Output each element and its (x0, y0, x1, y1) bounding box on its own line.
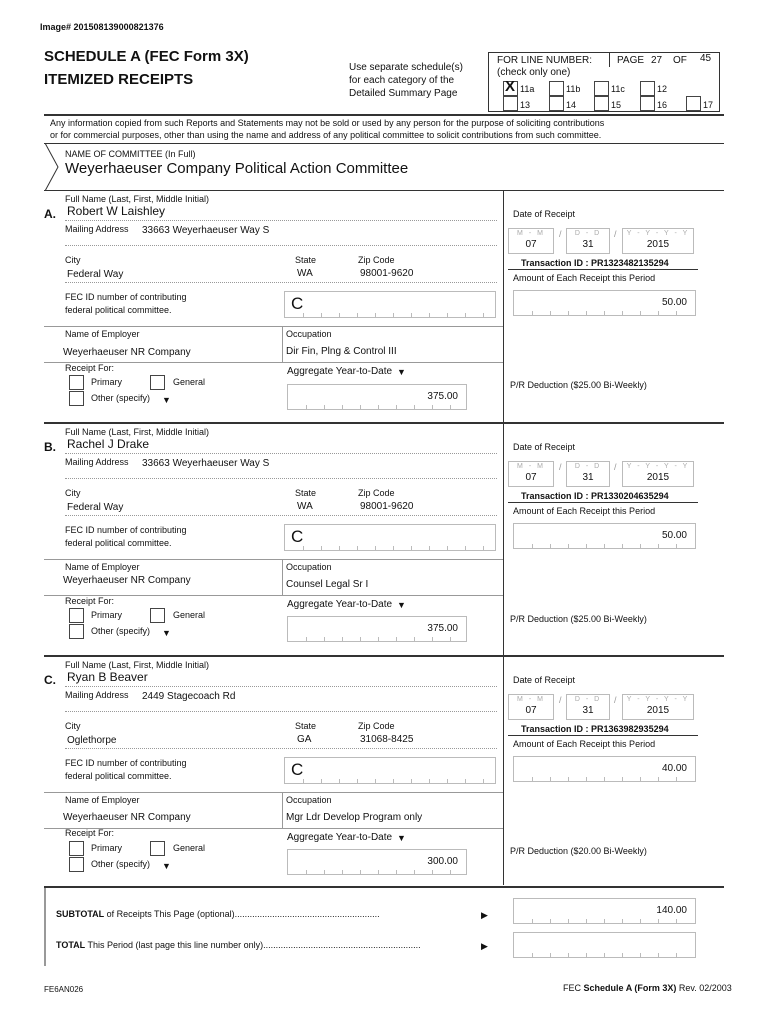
total-arrow-icon: ▶ (481, 941, 488, 951)
full-name-label: Full Name (Last, First, Middle Initial) (65, 194, 210, 204)
state-label: State (295, 488, 317, 498)
image-id: Image# 201508139000821376 (40, 22, 164, 32)
city-value: Federal Way (67, 269, 124, 280)
field-tick-mark (532, 777, 533, 781)
date-day: 31 (582, 239, 594, 250)
field-tick-mark (396, 870, 397, 874)
line-13-label: 13 (520, 100, 531, 110)
field-tick-mark (324, 637, 325, 641)
field-tick-mark (429, 313, 430, 317)
aggregate-value: 300.00 (427, 856, 458, 867)
other-checkbox[interactable] (69, 857, 84, 872)
date-month: 07 (525, 472, 537, 483)
field-tick-mark (586, 919, 587, 923)
field-tick-mark (604, 777, 605, 781)
field-tick-mark (532, 953, 533, 957)
general-checkbox[interactable] (150, 841, 165, 856)
date-day-field[interactable]: D - D 31 (566, 461, 610, 487)
date-month: 07 (525, 239, 537, 250)
field-tick-mark (411, 313, 412, 317)
fec-id-label-2: federal political committee. (65, 305, 172, 315)
field-tick-mark (676, 953, 677, 957)
mailing-address: 33663 Weyerhaeuser Way S (142, 458, 270, 469)
employer-value: Weyerhaeuser NR Company (63, 575, 191, 586)
date-year: 2015 (646, 239, 670, 250)
field-tick-mark (393, 779, 394, 783)
field-tick-mark (465, 779, 466, 783)
state-value: WA (297, 268, 313, 279)
field-tick-mark (429, 779, 430, 783)
field-tick-mark (414, 870, 415, 874)
zip-label: Zip Code (358, 721, 395, 731)
field-tick-mark (321, 546, 322, 550)
occupation-value: Counsel Legal Sr I (286, 579, 369, 590)
field-tick-mark (357, 313, 358, 317)
field-tick-mark (342, 405, 343, 409)
field-tick-mark (375, 779, 376, 783)
occupation-label: Occupation (286, 329, 332, 339)
total-label: TOTAL This Period (last page this line number only)............................................................... (56, 940, 421, 950)
field-tick-mark (375, 313, 376, 317)
field-tick-mark (342, 870, 343, 874)
line-11a-label: 11a (520, 84, 535, 94)
aggregate-field[interactable] (287, 384, 467, 410)
primary-checkbox[interactable] (69, 608, 84, 623)
aggregate-label: Aggregate Year-to-Date (287, 366, 393, 377)
date-day: 31 (582, 472, 594, 483)
zip-value: 98001-9620 (360, 501, 414, 512)
fec-id-field[interactable] (284, 757, 496, 784)
field-tick-mark (676, 311, 677, 315)
field-tick-mark (676, 777, 677, 781)
field-tick-mark (357, 779, 358, 783)
receipt-for-label: Receipt For: (65, 828, 115, 838)
dropdown-arrow-icon: ▼ (162, 628, 171, 638)
line-11b-label: 11b (566, 84, 581, 94)
subtotal-field[interactable] (513, 898, 696, 924)
field-tick-mark (658, 777, 659, 781)
line-16-checkbox[interactable] (640, 96, 655, 111)
other-checkbox[interactable] (69, 624, 84, 639)
date-year-field[interactable]: Y - Y - Y - Y 2015 (622, 228, 694, 254)
date-month-field[interactable]: M - M 07 (508, 461, 554, 487)
zip-value: 31068-8425 (360, 734, 414, 745)
transaction-id: Transaction ID : PR1323482135294 (521, 258, 669, 268)
field-tick-mark (622, 919, 623, 923)
itemized-receipts-title: ITEMIZED RECEIPTS (44, 71, 194, 88)
field-tick-mark (465, 546, 466, 550)
field-tick-mark (306, 637, 307, 641)
employer-value: Weyerhaeuser NR Company (63, 347, 191, 358)
amount-label: Amount of Each Receipt this Period (513, 506, 656, 516)
date-year: 2015 (646, 472, 670, 483)
zip-label: Zip Code (358, 255, 395, 265)
mailing-address: 2449 Stagecoach Rd (142, 691, 236, 702)
field-tick-mark (658, 311, 659, 315)
contributor-name: Robert W Laishley (67, 204, 166, 218)
field-tick-mark (324, 405, 325, 409)
field-tick-mark (342, 637, 343, 641)
field-tick-mark (658, 953, 659, 957)
employer-label: Name of Employer (65, 329, 140, 339)
field-tick-mark (586, 311, 587, 315)
schedule-title: SCHEDULE A (FEC Form 3X) (44, 48, 249, 65)
city-label: City (65, 255, 81, 265)
field-tick-mark (532, 311, 533, 315)
mailing-address-label: Mailing Address (65, 457, 129, 467)
line-11c-label: 11c (611, 84, 625, 94)
mailing-address-label: Mailing Address (65, 224, 129, 234)
field-tick-mark (532, 919, 533, 923)
aggregate-field[interactable] (287, 616, 467, 642)
occupation-value: Dir Fin, Plng & Control III (286, 346, 397, 357)
date-of-receipt-label: Date of Receipt (513, 675, 576, 685)
for-line-number-label: FOR LINE NUMBER: (497, 55, 593, 66)
memo-text: P/R Deduction ($25.00 Bi-Weekly) (510, 380, 647, 390)
field-tick-mark (432, 405, 433, 409)
field-tick-mark (303, 779, 304, 783)
field-tick-mark (676, 919, 677, 923)
field-tick-mark (306, 870, 307, 874)
field-tick-mark (604, 544, 605, 548)
employer-value: Weyerhaeuser NR Company (63, 812, 191, 823)
field-tick-mark (393, 546, 394, 550)
field-tick-mark (447, 546, 448, 550)
subtotal-value: 140.00 (656, 905, 687, 916)
detailed-summary-text: Detailed Summary Page (349, 88, 458, 99)
fec-id-label-1: FEC ID number of contributing (65, 292, 187, 302)
occupation-label: Occupation (286, 795, 332, 805)
committee-label: NAME OF COMMITTEE (In Full) (65, 149, 196, 159)
fec-id-prefix: C (291, 294, 304, 313)
line-11b-checkbox[interactable] (549, 81, 564, 96)
date-of-receipt-label: Date of Receipt (513, 209, 576, 219)
date-day-field[interactable]: D - D 31 (566, 694, 610, 720)
aggregate-value: 375.00 (427, 623, 458, 634)
field-tick-mark (604, 953, 605, 957)
field-tick-mark (411, 779, 412, 783)
field-tick-mark (604, 311, 605, 315)
field-tick-mark (550, 777, 551, 781)
amount-value: 50.00 (661, 297, 687, 308)
other-checkbox[interactable] (69, 391, 84, 406)
full-name-label: Full Name (Last, First, Middle Initial) (65, 427, 210, 437)
field-tick-mark (393, 313, 394, 317)
field-tick-mark (303, 546, 304, 550)
field-tick-mark (640, 544, 641, 548)
field-tick-mark (532, 544, 533, 548)
field-tick-mark (568, 919, 569, 923)
field-tick-mark (483, 313, 484, 317)
line-14-checkbox[interactable] (549, 96, 564, 111)
entry-letter: A. (44, 207, 56, 221)
field-tick-mark (360, 637, 361, 641)
fec-id-label-2: federal political committee. (65, 538, 172, 548)
field-tick-mark (432, 637, 433, 641)
general-checkbox[interactable] (150, 375, 165, 390)
city-label: City (65, 488, 81, 498)
amount-field[interactable] (513, 523, 696, 549)
zip-label: Zip Code (358, 488, 395, 498)
aggregate-label: Aggregate Year-to-Date (287, 599, 393, 610)
primary-label: Primary (91, 843, 122, 853)
subtotal-arrow-icon: ▶ (481, 910, 488, 920)
amount-value: 40.00 (661, 763, 687, 774)
line-14-label: 14 (566, 100, 577, 110)
zip-value: 98001-9620 (360, 268, 414, 279)
aggregate-label: Aggregate Year-to-Date (287, 832, 393, 843)
subtotal-label: SUBTOTAL of Receipts This Page (optional).......................................................... (56, 909, 380, 919)
fec-id-prefix: C (291, 760, 304, 779)
line-11c-checkbox[interactable] (594, 81, 609, 96)
field-tick-mark (622, 953, 623, 957)
general-label: General (173, 610, 206, 620)
line-17-label: 17 (703, 100, 714, 110)
aggregate-arrow-icon: ▼ (397, 600, 406, 610)
field-tick-mark (483, 546, 484, 550)
line-13-checkbox[interactable] (503, 96, 518, 111)
amount-label: Amount of Each Receipt this Period (513, 273, 656, 283)
date-month: 07 (525, 705, 537, 716)
page-label: PAGE (617, 55, 645, 66)
use-separate-text: Use separate schedule(s) (349, 62, 463, 73)
field-tick-mark (622, 544, 623, 548)
fec-id-label-1: FEC ID number of contributing (65, 758, 187, 768)
city-value: Oglethorpe (67, 735, 117, 746)
date-day-field[interactable]: D - D 31 (566, 228, 610, 254)
line-12-checkbox[interactable] (640, 81, 655, 96)
general-label: General (173, 377, 206, 387)
amount-field[interactable] (513, 756, 696, 782)
contributor-name: Ryan B Beaver (67, 670, 148, 684)
disclaimer-line-1: Any information copied from such Reports and Statements may not be sold or used by any person for the purpose of soliciting contributions (50, 118, 605, 128)
occupation-label: Occupation (286, 562, 332, 572)
primary-label: Primary (91, 610, 122, 620)
general-checkbox[interactable] (150, 608, 165, 623)
field-tick-mark (324, 870, 325, 874)
state-label: State (295, 721, 317, 731)
field-tick-mark (550, 953, 551, 957)
totals-bracket (44, 886, 62, 966)
field-tick-mark (640, 919, 641, 923)
city-value: Federal Way (67, 502, 124, 513)
field-tick-mark (321, 779, 322, 783)
field-tick-mark (357, 546, 358, 550)
contributor-name: Rachel J Drake (67, 437, 150, 451)
fec-id-label-2: federal political committee. (65, 771, 172, 781)
line-15-label: 15 (611, 100, 622, 110)
field-tick-mark (676, 544, 677, 548)
field-tick-mark (306, 405, 307, 409)
form-code: FE6AN026 (44, 985, 84, 994)
field-tick-mark (303, 313, 304, 317)
employer-label: Name of Employer (65, 795, 140, 805)
field-tick-mark (414, 405, 415, 409)
primary-checkbox[interactable] (69, 375, 84, 390)
amount-field[interactable] (513, 290, 696, 316)
field-tick-mark (396, 405, 397, 409)
line-12-label: 12 (657, 84, 668, 94)
field-tick-mark (640, 953, 641, 957)
committee-arrow (44, 143, 62, 191)
date-month-field[interactable]: M - M 07 (508, 694, 554, 720)
date-of-receipt-label: Date of Receipt (513, 442, 576, 452)
fec-id-field[interactable] (284, 291, 496, 318)
memo-text: P/R Deduction ($25.00 Bi-Weekly) (510, 614, 647, 624)
field-tick-mark (568, 544, 569, 548)
transaction-id: Transaction ID : PR1330204635294 (521, 491, 669, 501)
field-tick-mark (658, 544, 659, 548)
receipt-for-label: Receipt For: (65, 596, 115, 606)
amount-value: 50.00 (661, 530, 687, 541)
employer-label: Name of Employer (65, 562, 140, 572)
line-11a-check-mark: X (505, 78, 516, 95)
mailing-address: 33663 Weyerhaeuser Way S (142, 225, 270, 236)
field-tick-mark (483, 779, 484, 783)
field-tick-mark (375, 546, 376, 550)
aggregate-value: 375.00 (427, 391, 458, 402)
field-tick-mark (339, 313, 340, 317)
field-tick-mark (411, 546, 412, 550)
field-tick-mark (604, 919, 605, 923)
entry-letter: B. (44, 440, 56, 454)
mailing-address-label: Mailing Address (65, 690, 129, 700)
date-month-field[interactable]: M - M 07 (508, 228, 554, 254)
field-tick-mark (622, 777, 623, 781)
memo-text: P/R Deduction ($20.00 Bi-Weekly) (510, 846, 647, 856)
field-tick-mark (360, 870, 361, 874)
field-tick-mark (658, 919, 659, 923)
aggregate-arrow-icon: ▼ (397, 833, 406, 843)
field-tick-mark (360, 405, 361, 409)
for-each-text: for each category of the (349, 75, 455, 86)
field-tick-mark (586, 544, 587, 548)
check-only-one-label: (check only one) (497, 67, 571, 78)
field-tick-mark (586, 777, 587, 781)
other-specify-label: Other (specify) (91, 626, 151, 636)
receipt-for-label: Receipt For: (65, 363, 115, 373)
fec-id-prefix: C (291, 527, 304, 546)
field-tick-mark (378, 405, 379, 409)
date-year-field[interactable]: Y - Y - Y - Y 2015 (622, 694, 694, 720)
date-year-field[interactable]: Y - Y - Y - Y 2015 (622, 461, 694, 487)
primary-label: Primary (91, 377, 122, 387)
amount-label: Amount of Each Receipt this Period (513, 739, 656, 749)
field-tick-mark (450, 870, 451, 874)
footer-form-name: FEC Schedule A (Form 3X) Rev. 02/2003 (563, 983, 732, 993)
date-day: 31 (582, 705, 594, 716)
transaction-id: Transaction ID : PR1363982935294 (521, 724, 669, 734)
field-tick-mark (622, 311, 623, 315)
fec-id-field[interactable] (284, 524, 496, 551)
field-tick-mark (568, 777, 569, 781)
other-specify-label: Other (specify) (91, 859, 151, 869)
state-label: State (295, 255, 317, 265)
other-specify-label: Other (specify) (91, 393, 151, 403)
field-tick-mark (450, 405, 451, 409)
field-tick-mark (429, 546, 430, 550)
committee-name: Weyerhaeuser Company Political Action Committee (65, 160, 409, 177)
field-tick-mark (640, 311, 641, 315)
dropdown-arrow-icon: ▼ (162, 861, 171, 871)
line-17-checkbox[interactable] (686, 96, 701, 111)
date-year: 2015 (646, 705, 670, 716)
field-tick-mark (550, 544, 551, 548)
field-tick-mark (465, 313, 466, 317)
field-tick-mark (568, 311, 569, 315)
aggregate-field[interactable] (287, 849, 467, 875)
field-tick-mark (321, 313, 322, 317)
page-number: 27 (651, 55, 663, 66)
aggregate-arrow-icon: ▼ (397, 367, 406, 377)
field-tick-mark (414, 637, 415, 641)
field-tick-mark (339, 546, 340, 550)
field-tick-mark (432, 870, 433, 874)
fec-id-label-1: FEC ID number of contributing (65, 525, 187, 535)
field-tick-mark (450, 637, 451, 641)
field-tick-mark (550, 919, 551, 923)
occupation-value: Mgr Ldr Develop Program only (286, 812, 423, 823)
page-total: 45 (700, 53, 712, 64)
field-tick-mark (550, 311, 551, 315)
field-tick-mark (396, 637, 397, 641)
general-label: General (173, 843, 206, 853)
entry-letter: C. (44, 673, 56, 687)
of-label: OF (673, 55, 687, 66)
field-tick-mark (640, 777, 641, 781)
city-label: City (65, 721, 81, 731)
primary-checkbox[interactable] (69, 841, 84, 856)
line-15-checkbox[interactable] (594, 96, 609, 111)
field-tick-mark (447, 779, 448, 783)
line-16-label: 16 (657, 100, 668, 110)
field-tick-mark (378, 637, 379, 641)
field-tick-mark (339, 779, 340, 783)
state-value: WA (297, 501, 313, 512)
full-name-label: Full Name (Last, First, Middle Initial) (65, 660, 210, 670)
total-field[interactable] (513, 932, 696, 958)
field-tick-mark (586, 953, 587, 957)
state-value: GA (297, 734, 312, 745)
field-tick-mark (378, 870, 379, 874)
field-tick-mark (568, 953, 569, 957)
field-tick-mark (447, 313, 448, 317)
dropdown-arrow-icon: ▼ (162, 395, 171, 405)
disclaimer-line-2: or for commercial purposes, other than using the name and address of any political committee to solicit contributions from such committee. (50, 130, 602, 140)
